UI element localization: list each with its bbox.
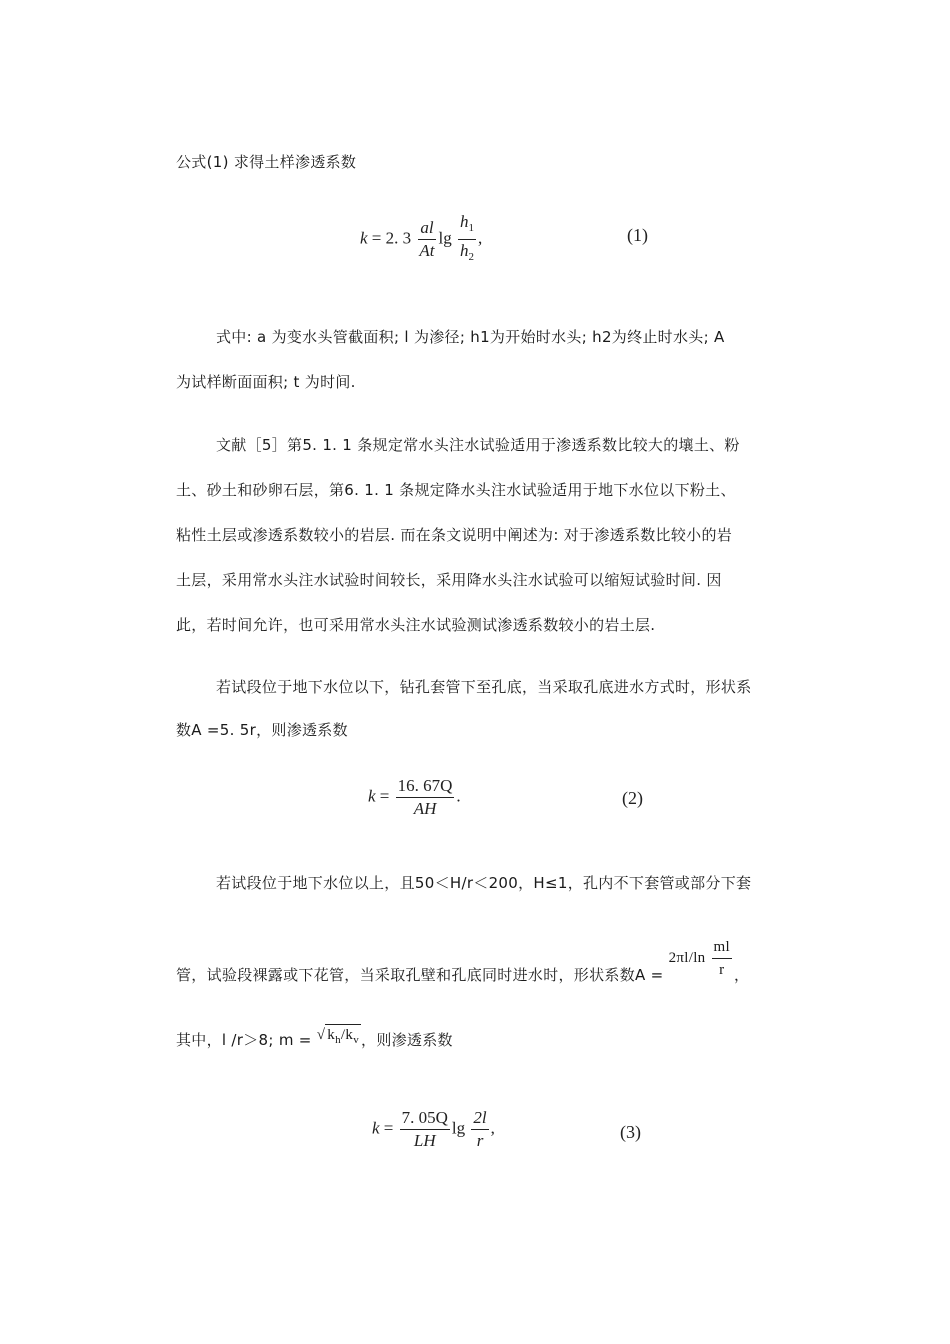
eq2-lhs: k <box>368 786 376 806</box>
text-comma: ， <box>733 965 750 984</box>
eq1-fraction-1 <box>417 218 436 261</box>
paragraph-below-water-line-1: 若试段位于地下水位以下，钻孔套管下至孔底，当采取孔底进水方式时，形状系 <box>216 678 752 696</box>
eq3-lhs: k <box>372 1118 380 1138</box>
equation-3-number: (3) <box>620 1122 641 1142</box>
eq3-equals: = <box>383 1118 394 1138</box>
equation-2-number: (2) <box>622 788 643 808</box>
eq1-h1: $h_1$ <box>458 212 476 240</box>
equation-2 <box>368 776 461 819</box>
text-then-permeability: ，则渗透系数 <box>361 1031 453 1049</box>
eq3-fraction-2 <box>471 1108 488 1151</box>
paragraph-above-water-line-1: 若试段位于地下水位以上，且50＜H/r＜200，H≤1，孔内不下套管或部分下套 <box>216 874 752 892</box>
paragraph-reference-line-3: 粘性土层或渗透系数较小的岩层. 而在条文说明中阐述为: 对于渗透系数比较小的岩 <box>176 526 733 544</box>
eq1-numerator: al <box>418 218 435 240</box>
paragraph-above-water-line-2 <box>176 939 750 998</box>
eq2-equals: = <box>379 786 390 806</box>
paragraph-reference-line-1: 文献［5］第5. 1. 1 条规定常水头注水试验适用于渗透系数比较大的壤土、粉 <box>216 436 740 454</box>
shape-factor-numerator: ml <box>712 937 732 959</box>
paragraph-reference-line-2: 土、砂土和砂卵石层，第6. 1. 1 条规定降水头注水试验适用于地下水位以下粉土、 <box>176 481 736 499</box>
equation-1 <box>360 212 482 267</box>
eq2-fraction <box>396 776 455 819</box>
shape-factor-lead: 2πl/ln <box>668 949 706 966</box>
eq2-period: . <box>456 786 461 806</box>
shape-factor-denominator: r <box>719 962 725 978</box>
eq1-denominator: At <box>419 241 435 260</box>
paragraph-above-water-line-3 <box>176 1027 453 1056</box>
eq1-comma: , <box>477 228 483 248</box>
eq3-denominator-2: r <box>476 1131 484 1150</box>
eq1-lhs: k <box>360 228 368 248</box>
paragraph-symbols-line-1: 式中: a 为变水头管截面积; l 为渗径; h1为开始时水头; h2为终止时水头; A <box>216 328 725 346</box>
eq3-comma: , <box>490 1118 495 1138</box>
text-shape-factor-lead: 管，试验段裸露或下花管，当采取孔壁和孔底同时进水时，形状系数A = <box>176 965 664 984</box>
paragraph-intro: 公式(1) 求得土样渗透系数 <box>176 153 357 171</box>
eq1-h2: $h_2$ <box>459 241 474 263</box>
shape-factor-formula <box>669 937 734 980</box>
shape-factor-fraction <box>712 937 732 980</box>
eq3-numerator-2: 2l <box>471 1108 488 1130</box>
eq3-log: lg <box>451 1118 466 1138</box>
eq2-denominator: AH <box>413 799 437 818</box>
m-sqrt-formula: √ $k_h/k_v$ <box>317 1027 361 1043</box>
paragraph-reference-line-5: 此，若时间允许，也可采用常水头注水试验测试渗透系数较小的岩土层. <box>176 616 656 634</box>
eq3-numerator: 7. 05Q <box>400 1108 450 1130</box>
paragraph-reference-line-4: 土层，采用常水头注水试验时间较长，采用降水头注水试验可以缩短试验时间. 因 <box>176 571 722 589</box>
eq3-denominator: LH <box>413 1131 436 1150</box>
eq3-fraction-1 <box>400 1108 450 1151</box>
paragraph-symbols-line-2: 为试样断面面积; t 为时间. <box>176 373 356 391</box>
eq1-log: lg <box>438 228 452 248</box>
eq1-fraction-2 <box>458 212 476 267</box>
eq2-numerator: 16. 67Q <box>396 776 455 798</box>
paragraph-below-water-line-2: 数A =5. 5r，则渗透系数 <box>176 721 348 739</box>
equation-1-number: (1) <box>627 225 648 245</box>
equation-3 <box>372 1108 495 1151</box>
text-ratio-condition: 其中，l /r＞8; m = <box>176 1031 312 1049</box>
eq1-equals: = 2. 3 <box>371 228 412 248</box>
